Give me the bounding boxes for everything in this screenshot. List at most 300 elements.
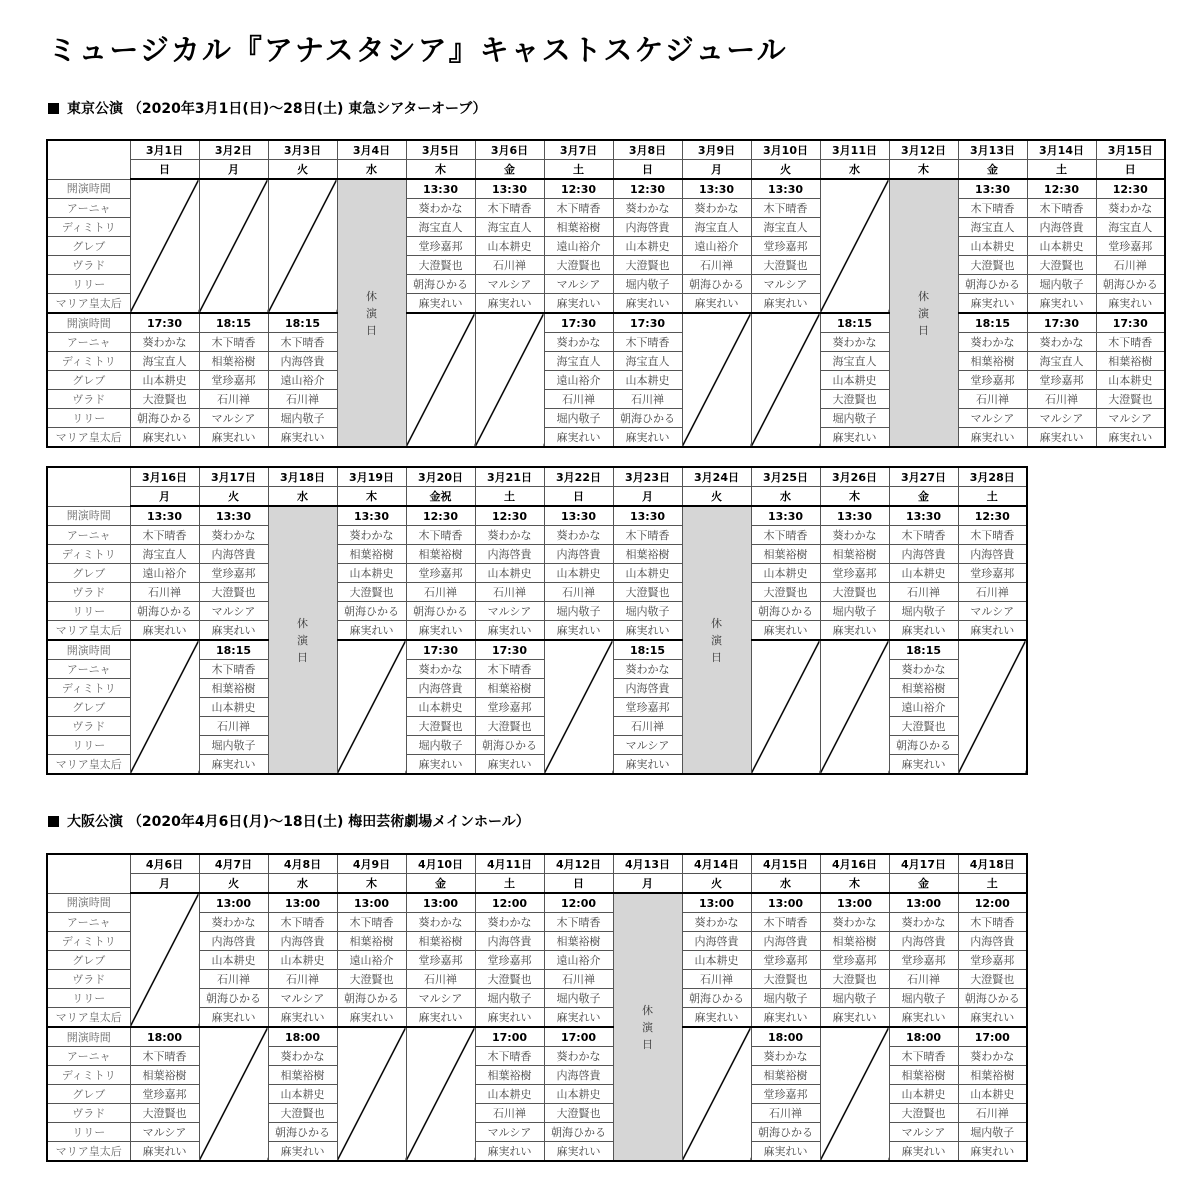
start-time-cell: 12:00 xyxy=(958,893,1027,913)
cast-cell: 山本耕史 xyxy=(199,698,268,717)
date-cell: 4月15日 xyxy=(751,854,820,874)
cast-cell: 朝海ひかる xyxy=(199,989,268,1008)
cast-cell: 堀内敬子 xyxy=(820,602,889,621)
rest-day-char: 演 xyxy=(918,306,929,320)
cast-cell: マルシア xyxy=(889,1123,958,1142)
cast-cell: 朝海ひかる xyxy=(337,602,406,621)
cast-cell: 堀内敬子 xyxy=(820,989,889,1008)
cast-cell: 麻実れい xyxy=(199,428,268,448)
schedule-row xyxy=(47,893,1027,913)
rest-day-char: 休 xyxy=(297,616,308,630)
schedule-row xyxy=(47,333,1165,352)
date-cell: 3月11日 xyxy=(820,140,889,160)
cast-cell: 朝海ひかる xyxy=(1096,275,1165,294)
date-cell: 4月10日 xyxy=(406,854,475,874)
rest-day-cell xyxy=(268,506,337,774)
schedule-row xyxy=(47,545,1027,564)
date-cell: 3月18日 xyxy=(268,467,337,487)
cast-cell: 大澄賢也 xyxy=(751,256,820,275)
cast-cell: 葵わかな xyxy=(406,660,475,679)
schedule-row xyxy=(47,602,1027,621)
cast-cell: 海宝直人 xyxy=(958,218,1027,237)
cast-cell: マルシア xyxy=(475,602,544,621)
date-cell: 3月28日 xyxy=(958,467,1027,487)
role-label: 開演時間 xyxy=(47,893,130,913)
cast-cell: 麻実れい xyxy=(889,621,958,641)
cast-cell: 海宝直人 xyxy=(475,218,544,237)
cast-cell: 大澄賢也 xyxy=(751,970,820,989)
cast-cell: 内海啓貴 xyxy=(406,679,475,698)
date-cell: 3月8日 xyxy=(613,140,682,160)
cast-cell: 石川禅 xyxy=(682,970,751,989)
start-time-cell: 13:30 xyxy=(958,179,1027,199)
square-bullet-icon xyxy=(48,816,59,827)
cast-cell: 遠山裕介 xyxy=(268,371,337,390)
date-cell: 3月13日 xyxy=(958,140,1027,160)
cast-cell: 堂珍嘉邦 xyxy=(613,698,682,717)
cast-cell: 相葉裕樹 xyxy=(751,1066,820,1085)
schedule-row xyxy=(47,640,1027,660)
cast-cell: 麻実れい xyxy=(889,1142,958,1162)
cast-cell: 木下晴香 xyxy=(958,526,1027,545)
start-time-cell: 13:30 xyxy=(613,506,682,526)
square-bullet-icon xyxy=(48,103,59,114)
cast-cell: 葵わかな xyxy=(820,526,889,545)
start-time-cell: 13:00 xyxy=(268,893,337,913)
cast-cell: 相葉裕樹 xyxy=(199,679,268,698)
start-time-cell: 13:00 xyxy=(199,893,268,913)
cast-cell: 大澄賢也 xyxy=(544,256,613,275)
cast-cell: 石川禅 xyxy=(475,583,544,602)
cast-cell: 相葉裕樹 xyxy=(406,932,475,951)
cast-cell: 相葉裕樹 xyxy=(613,545,682,564)
role-label: ディミトリ xyxy=(47,352,130,371)
cast-cell: 葵わかな xyxy=(613,660,682,679)
role-label: リリー xyxy=(47,409,130,428)
date-cell: 3月24日 xyxy=(682,467,751,487)
role-label: マリア皇太后 xyxy=(47,428,130,448)
cast-cell: 堂珍嘉邦 xyxy=(1096,237,1165,256)
weekday-row xyxy=(47,487,1027,507)
cast-cell: 山本耕史 xyxy=(613,237,682,256)
start-time-cell: 12:30 xyxy=(958,506,1027,526)
cast-cell: 大澄賢也 xyxy=(268,1104,337,1123)
cast-cell: 葵わかな xyxy=(544,526,613,545)
weekday-cell: 土 xyxy=(544,160,613,180)
start-time-cell: 12:30 xyxy=(1027,179,1096,199)
cast-cell: 山本耕史 xyxy=(889,1085,958,1104)
cast-cell: 大澄賢也 xyxy=(889,1104,958,1123)
cast-cell: 麻実れい xyxy=(1027,294,1096,314)
role-label: アーニャ xyxy=(47,1047,130,1066)
weekday-cell: 金 xyxy=(958,160,1027,180)
cast-cell: 木下晴香 xyxy=(544,199,613,218)
start-time-cell: 12:30 xyxy=(613,179,682,199)
start-time-cell: 12:30 xyxy=(475,506,544,526)
cast-cell: 山本耕史 xyxy=(1027,237,1096,256)
cast-cell: 麻実れい xyxy=(958,621,1027,641)
rest-day-char: 日 xyxy=(918,323,929,337)
cast-cell: 大澄賢也 xyxy=(1096,390,1165,409)
cast-cell: 麻実れい xyxy=(475,1008,544,1028)
cast-cell: 堂珍嘉邦 xyxy=(820,564,889,583)
date-cell: 3月2日 xyxy=(199,140,268,160)
cast-cell: 麻実れい xyxy=(544,621,613,641)
cast-cell: 麻実れい xyxy=(475,621,544,641)
cast-cell: 内海啓貴 xyxy=(268,352,337,371)
start-time-cell: 18:15 xyxy=(958,313,1027,333)
weekday-cell: 日 xyxy=(613,160,682,180)
date-cell: 4月12日 xyxy=(544,854,613,874)
cast-cell: 葵わかな xyxy=(199,526,268,545)
cast-cell: 遠山裕介 xyxy=(544,237,613,256)
cast-cell: 堀内敬子 xyxy=(1027,275,1096,294)
start-time-cell: 13:30 xyxy=(406,179,475,199)
weekday-cell: 木 xyxy=(820,874,889,894)
cast-cell: 大澄賢也 xyxy=(751,583,820,602)
cast-cell: マルシア xyxy=(544,275,613,294)
cast-cell: 麻実れい xyxy=(544,294,613,314)
cast-cell: 山本耕史 xyxy=(958,1085,1027,1104)
cast-cell: 葵わかな xyxy=(682,199,751,218)
cast-cell: 山本耕史 xyxy=(268,951,337,970)
cast-cell: 麻実れい xyxy=(544,1142,613,1162)
weekday-cell: 土 xyxy=(475,874,544,894)
cast-cell: 朝海ひかる xyxy=(406,602,475,621)
cast-cell: 大澄賢也 xyxy=(544,1104,613,1123)
cast-cell: 麻実れい xyxy=(682,1008,751,1028)
date-cell: 4月6日 xyxy=(130,854,199,874)
start-time-cell: 17:00 xyxy=(475,1027,544,1047)
role-label: マリア皇太后 xyxy=(47,755,130,775)
role-label: グレブ xyxy=(47,951,130,970)
cast-cell: 相葉裕樹 xyxy=(406,545,475,564)
cast-cell: 山本耕史 xyxy=(199,951,268,970)
cast-cell: 堂珍嘉邦 xyxy=(1027,371,1096,390)
cast-cell: 木下晴香 xyxy=(613,333,682,352)
cast-cell: 山本耕史 xyxy=(1096,371,1165,390)
date-cell: 4月11日 xyxy=(475,854,544,874)
schedule-row xyxy=(47,506,1027,526)
start-time-cell: 17:30 xyxy=(130,313,199,333)
cast-cell: 内海啓貴 xyxy=(958,545,1027,564)
cast-cell: 遠山裕介 xyxy=(130,564,199,583)
cast-cell: 石川禅 xyxy=(130,583,199,602)
no-show-cell xyxy=(406,313,475,447)
date-cell: 4月13日 xyxy=(613,854,682,874)
cast-cell: 堂珍嘉邦 xyxy=(820,951,889,970)
cast-cell: 相葉裕樹 xyxy=(199,352,268,371)
cast-cell: 堂珍嘉邦 xyxy=(199,371,268,390)
cast-cell: 葵わかな xyxy=(958,333,1027,352)
role-label: リリー xyxy=(47,275,130,294)
role-label: アーニャ xyxy=(47,660,130,679)
no-show-cell xyxy=(130,893,199,1027)
no-show-cell xyxy=(199,179,268,313)
cast-cell: 木下晴香 xyxy=(268,333,337,352)
cast-cell: 麻実れい xyxy=(613,294,682,314)
weekday-cell: 木 xyxy=(889,160,958,180)
cast-cell: 山本耕史 xyxy=(958,237,1027,256)
cast-cell: 海宝直人 xyxy=(1096,218,1165,237)
cast-cell: 相葉裕樹 xyxy=(475,679,544,698)
weekday-cell: 水 xyxy=(268,874,337,894)
cast-cell: 朝海ひかる xyxy=(130,409,199,428)
cast-cell: 堀内敬子 xyxy=(475,989,544,1008)
cast-cell: 葵わかな xyxy=(820,913,889,932)
cast-cell: 葵わかな xyxy=(130,333,199,352)
cast-cell: 麻実れい xyxy=(751,294,820,314)
role-label: グレブ xyxy=(47,371,130,390)
cast-cell: 葵わかな xyxy=(889,660,958,679)
role-label: ディミトリ xyxy=(47,1066,130,1085)
start-time-cell: 18:00 xyxy=(130,1027,199,1047)
cast-cell: 相葉裕樹 xyxy=(958,352,1027,371)
start-time-cell: 13:30 xyxy=(337,506,406,526)
cast-cell: マルシア xyxy=(130,1123,199,1142)
cast-cell: 麻実れい xyxy=(199,755,268,775)
start-time-cell: 13:30 xyxy=(751,506,820,526)
cast-cell: 堂珍嘉邦 xyxy=(751,237,820,256)
cast-cell: 朝海ひかる xyxy=(958,989,1027,1008)
cast-cell: 麻実れい xyxy=(268,1008,337,1028)
rest-day-char: 休 xyxy=(366,289,377,303)
cast-cell: 石川禅 xyxy=(958,583,1027,602)
start-time-cell: 18:15 xyxy=(889,640,958,660)
role-label: マリア皇太后 xyxy=(47,621,130,641)
cast-cell: 堀内敬子 xyxy=(958,1123,1027,1142)
cast-cell: 石川禅 xyxy=(199,970,268,989)
role-label: ディミトリ xyxy=(47,545,130,564)
cast-cell: 麻実れい xyxy=(820,621,889,641)
date-cell: 3月3日 xyxy=(268,140,337,160)
date-cell: 3月22日 xyxy=(544,467,613,487)
cast-cell: 葵わかな xyxy=(820,333,889,352)
cast-cell: 朝海ひかる xyxy=(958,275,1027,294)
cast-cell: 朝海ひかる xyxy=(682,275,751,294)
schedule-row xyxy=(47,371,1165,390)
cast-cell: 堂珍嘉邦 xyxy=(199,564,268,583)
cast-cell: 麻実れい xyxy=(337,1008,406,1028)
corner-cell xyxy=(47,140,130,179)
start-time-cell: 13:30 xyxy=(475,179,544,199)
cast-cell: 海宝直人 xyxy=(613,352,682,371)
cast-cell: 朝海ひかる xyxy=(130,602,199,621)
start-time-cell: 13:30 xyxy=(889,506,958,526)
cast-cell: 堂珍嘉邦 xyxy=(475,951,544,970)
start-time-cell: 12:30 xyxy=(406,506,475,526)
cast-cell: 葵わかな xyxy=(199,913,268,932)
role-label: 開演時間 xyxy=(47,506,130,526)
cast-cell: 麻実れい xyxy=(199,1008,268,1028)
start-time-cell: 18:00 xyxy=(751,1027,820,1047)
date-cell: 4月14日 xyxy=(682,854,751,874)
rest-day-char: 日 xyxy=(642,1037,653,1051)
cast-cell: 大澄賢也 xyxy=(130,390,199,409)
date-cell: 4月16日 xyxy=(820,854,889,874)
cast-cell: 麻実れい xyxy=(199,621,268,641)
cast-cell: 相葉裕樹 xyxy=(1096,352,1165,371)
no-show-cell xyxy=(751,640,820,774)
no-show-cell xyxy=(268,179,337,313)
schedule-row xyxy=(47,409,1165,428)
cast-cell: 麻実れい xyxy=(682,294,751,314)
cast-cell: 葵わかな xyxy=(406,913,475,932)
cast-cell: 麻実れい xyxy=(406,294,475,314)
weekday-cell: 木 xyxy=(406,160,475,180)
no-show-cell xyxy=(475,313,544,447)
date-cell: 4月17日 xyxy=(889,854,958,874)
weekday-cell: 土 xyxy=(1027,160,1096,180)
cast-cell: 木下晴香 xyxy=(268,913,337,932)
cast-cell: 木下晴香 xyxy=(958,199,1027,218)
cast-cell: 堀内敬子 xyxy=(268,409,337,428)
cast-cell: 石川禅 xyxy=(889,970,958,989)
cast-cell: 海宝直人 xyxy=(406,218,475,237)
no-show-cell xyxy=(820,640,889,774)
weekday-cell: 月 xyxy=(613,487,682,507)
cast-cell: 山本耕史 xyxy=(751,564,820,583)
role-label: アーニャ xyxy=(47,526,130,545)
osaka-heading-text: 大阪公演 （2020年4月6日(月)〜18日(土) 梅田芸術劇場メインホール） xyxy=(67,814,530,830)
start-time-cell: 13:00 xyxy=(406,893,475,913)
start-time-cell: 18:15 xyxy=(199,313,268,333)
cast-cell: 石川禅 xyxy=(544,970,613,989)
cast-cell: マルシア xyxy=(751,275,820,294)
cast-cell: 麻実れい xyxy=(337,621,406,641)
tokyo-schedule-table-2 xyxy=(46,466,1028,775)
schedule-row xyxy=(47,583,1027,602)
start-time-cell: 18:15 xyxy=(268,313,337,333)
rest-day-char: 日 xyxy=(711,650,722,664)
role-label: ヴラド xyxy=(47,256,130,275)
role-label: リリー xyxy=(47,602,130,621)
weekday-cell: 火 xyxy=(682,874,751,894)
start-time-cell: 17:30 xyxy=(1096,313,1165,333)
rest-day-char: 休 xyxy=(711,616,722,630)
role-label: グレブ xyxy=(47,1085,130,1104)
no-show-cell xyxy=(337,640,406,774)
start-time-cell: 13:00 xyxy=(820,893,889,913)
date-cell: 3月14日 xyxy=(1027,140,1096,160)
no-show-cell xyxy=(544,640,613,774)
weekday-cell: 木 xyxy=(337,874,406,894)
cast-cell: 相葉裕樹 xyxy=(820,932,889,951)
cast-cell: 堀内敬子 xyxy=(544,989,613,1008)
cast-cell: 木下晴香 xyxy=(475,660,544,679)
cast-cell: 大澄賢也 xyxy=(337,583,406,602)
cast-cell: 内海啓貴 xyxy=(199,545,268,564)
start-time-cell: 13:30 xyxy=(199,506,268,526)
start-time-cell: 13:30 xyxy=(682,179,751,199)
role-label: 開演時間 xyxy=(47,640,130,660)
cast-cell: 海宝直人 xyxy=(544,352,613,371)
cast-cell: 石川禅 xyxy=(889,583,958,602)
start-time-cell: 17:30 xyxy=(613,313,682,333)
cast-cell: 麻実れい xyxy=(889,1008,958,1028)
weekday-cell: 火 xyxy=(199,487,268,507)
corner-cell xyxy=(47,854,130,893)
cast-cell: 堂珍嘉邦 xyxy=(130,1085,199,1104)
cast-cell: 麻実れい xyxy=(475,294,544,314)
cast-cell: 麻実れい xyxy=(958,428,1027,448)
cast-cell: 石川禅 xyxy=(751,1104,820,1123)
cast-cell: 内海啓貴 xyxy=(613,218,682,237)
cast-cell: 麻実れい xyxy=(406,755,475,775)
start-time-cell: 17:30 xyxy=(475,640,544,660)
weekday-cell: 月 xyxy=(130,874,199,894)
cast-cell: 山本耕史 xyxy=(475,564,544,583)
cast-cell: 相葉裕樹 xyxy=(337,545,406,564)
cast-cell: 麻実れい xyxy=(268,1142,337,1162)
no-show-cell xyxy=(406,1027,475,1161)
cast-cell: マルシア xyxy=(1096,409,1165,428)
no-show-cell xyxy=(130,640,199,774)
date-cell: 4月7日 xyxy=(199,854,268,874)
schedule-row xyxy=(47,313,1165,333)
cast-cell: 麻実れい xyxy=(406,1008,475,1028)
date-cell: 3月1日 xyxy=(130,140,199,160)
cast-cell: 朝海ひかる xyxy=(268,1123,337,1142)
role-label: ヴラド xyxy=(47,390,130,409)
role-label: グレブ xyxy=(47,564,130,583)
weekday-row xyxy=(47,874,1027,894)
cast-cell: 朝海ひかる xyxy=(613,409,682,428)
cast-cell: 麻実れい xyxy=(751,1008,820,1028)
role-label: リリー xyxy=(47,736,130,755)
cast-cell: 麻実れい xyxy=(751,621,820,641)
role-label: ヴラド xyxy=(47,970,130,989)
rest-day-char: 休 xyxy=(918,289,929,303)
date-cell: 3月23日 xyxy=(613,467,682,487)
cast-cell: 木下晴香 xyxy=(751,913,820,932)
cast-cell: 麻実れい xyxy=(544,1008,613,1028)
cast-cell: マルシア xyxy=(958,409,1027,428)
cast-cell: 堂珍嘉邦 xyxy=(958,371,1027,390)
schedule-row xyxy=(47,390,1165,409)
cast-cell: 葵わかな xyxy=(751,1047,820,1066)
cast-cell: 相葉裕樹 xyxy=(889,1066,958,1085)
rest-day-char: 演 xyxy=(642,1020,653,1034)
cast-cell: 大澄賢也 xyxy=(958,256,1027,275)
date-cell: 3月16日 xyxy=(130,467,199,487)
cast-cell: 堀内敬子 xyxy=(544,602,613,621)
date-cell: 4月9日 xyxy=(337,854,406,874)
cast-cell: 木下晴香 xyxy=(337,913,406,932)
cast-cell: 山本耕史 xyxy=(544,564,613,583)
cast-cell: 葵わかな xyxy=(682,913,751,932)
cast-cell: 相葉裕樹 xyxy=(544,218,613,237)
start-time-cell: 13:00 xyxy=(889,893,958,913)
cast-cell: 大澄賢也 xyxy=(337,970,406,989)
cast-cell: 麻実れい xyxy=(475,1142,544,1162)
start-time-cell: 13:30 xyxy=(820,506,889,526)
date-cell: 3月12日 xyxy=(889,140,958,160)
cast-cell: 堂珍嘉邦 xyxy=(406,951,475,970)
cast-cell: 海宝直人 xyxy=(682,218,751,237)
cast-cell: 朝海ひかる xyxy=(682,989,751,1008)
start-time-cell: 13:30 xyxy=(544,506,613,526)
role-label: リリー xyxy=(47,989,130,1008)
cast-cell: マルシア xyxy=(406,989,475,1008)
weekday-cell: 火 xyxy=(751,160,820,180)
cast-cell: 麻実れい xyxy=(1027,428,1096,448)
cast-cell: 堀内敬子 xyxy=(613,275,682,294)
date-cell: 3月25日 xyxy=(751,467,820,487)
date-cell: 3月26日 xyxy=(820,467,889,487)
osaka-schedule-table xyxy=(46,853,1028,1162)
cast-cell: 石川禅 xyxy=(1027,390,1096,409)
